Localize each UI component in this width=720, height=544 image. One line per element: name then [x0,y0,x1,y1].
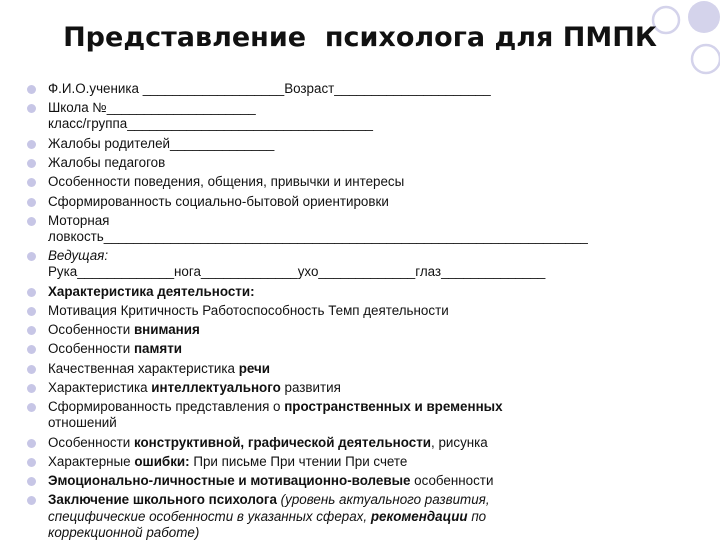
slide-title: Представление психолога для ПМПК [63,22,657,53]
list-item [27,136,667,152]
list-item [27,454,667,470]
circle-bullet-icon [27,439,36,448]
list-item [27,81,667,97]
circle-bullet-icon [27,496,36,505]
item-text: Характеристика [48,379,152,395]
list-item [27,174,667,190]
item-text: рекомендации [370,508,468,524]
item-text: развития [280,379,341,395]
item-text: по [467,508,487,524]
item-text: Характерные [48,453,135,469]
item-text: ловкость_________________________________________________________________ [48,228,588,244]
item-text: Особенности [48,341,134,357]
item-text: Моторная [48,212,110,228]
item-text: конструктивной, графической деятельности [133,434,431,450]
circle-bullet-icon [27,384,36,393]
list-item [27,284,667,300]
circle-bullet-icon [27,159,36,168]
item-text: особенности [410,473,494,489]
circle-bullet-icon [27,178,36,187]
item-text: Особенности [48,434,134,450]
item-text: пространственных и временных [284,399,503,415]
circle-bullet-icon [27,140,36,149]
list-item [27,361,667,377]
bullet-list [27,81,667,544]
item-text: Жалобы родителей______________ [48,135,275,151]
item-text: Мотивация Критичность Работоспособность Темп деятельности [48,302,449,318]
list-item [27,155,667,171]
list-item [27,435,667,451]
list-item [27,473,667,489]
item-text: отношений [48,415,117,431]
circle-bullet-icon [27,217,36,226]
item-text: Заключение школьного психолога [48,492,277,508]
item-text: Эмоционально-личностные и мотивационно-волевые [48,473,411,489]
item-text: Характеристика деятельности: [48,283,255,299]
circle-bullet-icon [27,252,36,261]
circle-bullet-icon [27,403,36,412]
list-item [27,492,667,540]
circle-bullet-icon [27,85,36,94]
item-text: , рисунка [431,434,488,450]
item-text: Ведущая: [48,248,109,264]
list-item [27,248,667,280]
circle-bullet-icon [27,104,36,113]
item-text: При письме При чтении При счете [189,453,408,469]
item-text: специфические особенности в указанных сферах, [48,508,371,524]
circle-bullet-icon [27,307,36,316]
list-item [27,100,667,132]
item-text: коррекционной работе) [48,524,200,540]
item-text: Жалобы педагогов [48,154,166,170]
circle-bullet-icon [27,326,36,335]
item-text: Сформированность социально-бытовой ориентировки [48,193,389,209]
list-item [27,213,667,245]
item-text: интеллектуального [151,379,281,395]
item-text: внимания [133,322,200,338]
list-item [27,380,667,396]
item-text: Особенности [48,322,134,338]
circle-bullet-icon [27,477,36,486]
list-item [27,399,667,431]
item-text: Особенности поведения, общения, привычки и интересы [48,174,405,190]
list-item [27,341,667,357]
circle-bullet-icon [27,458,36,467]
item-text: Рука_____________нога_____________ухо_____________глаз______________ [48,264,546,280]
item-text: ошибки: [134,453,190,469]
circle-bullet-icon [27,365,36,374]
circle-bullet-icon [27,198,36,207]
list-item [27,322,667,338]
item-text: Качественная характеристика [48,360,239,376]
item-text: Школа №____________________ [48,100,256,116]
item-text: класс/группа_________________________________ [48,116,373,132]
circle-bullet-icon [27,345,36,354]
item-text: речи [238,360,271,376]
item-text: Ф.И.О.ученика ___________________Возраст_____________________ [48,81,491,96]
list-item [27,194,667,210]
item-text: памяти [133,341,182,357]
item-text: Сформированность представления о [48,399,285,415]
item-text: (уровень актуального развития, [276,492,490,508]
circle-bullet-icon [27,288,36,297]
list-item [27,303,667,319]
